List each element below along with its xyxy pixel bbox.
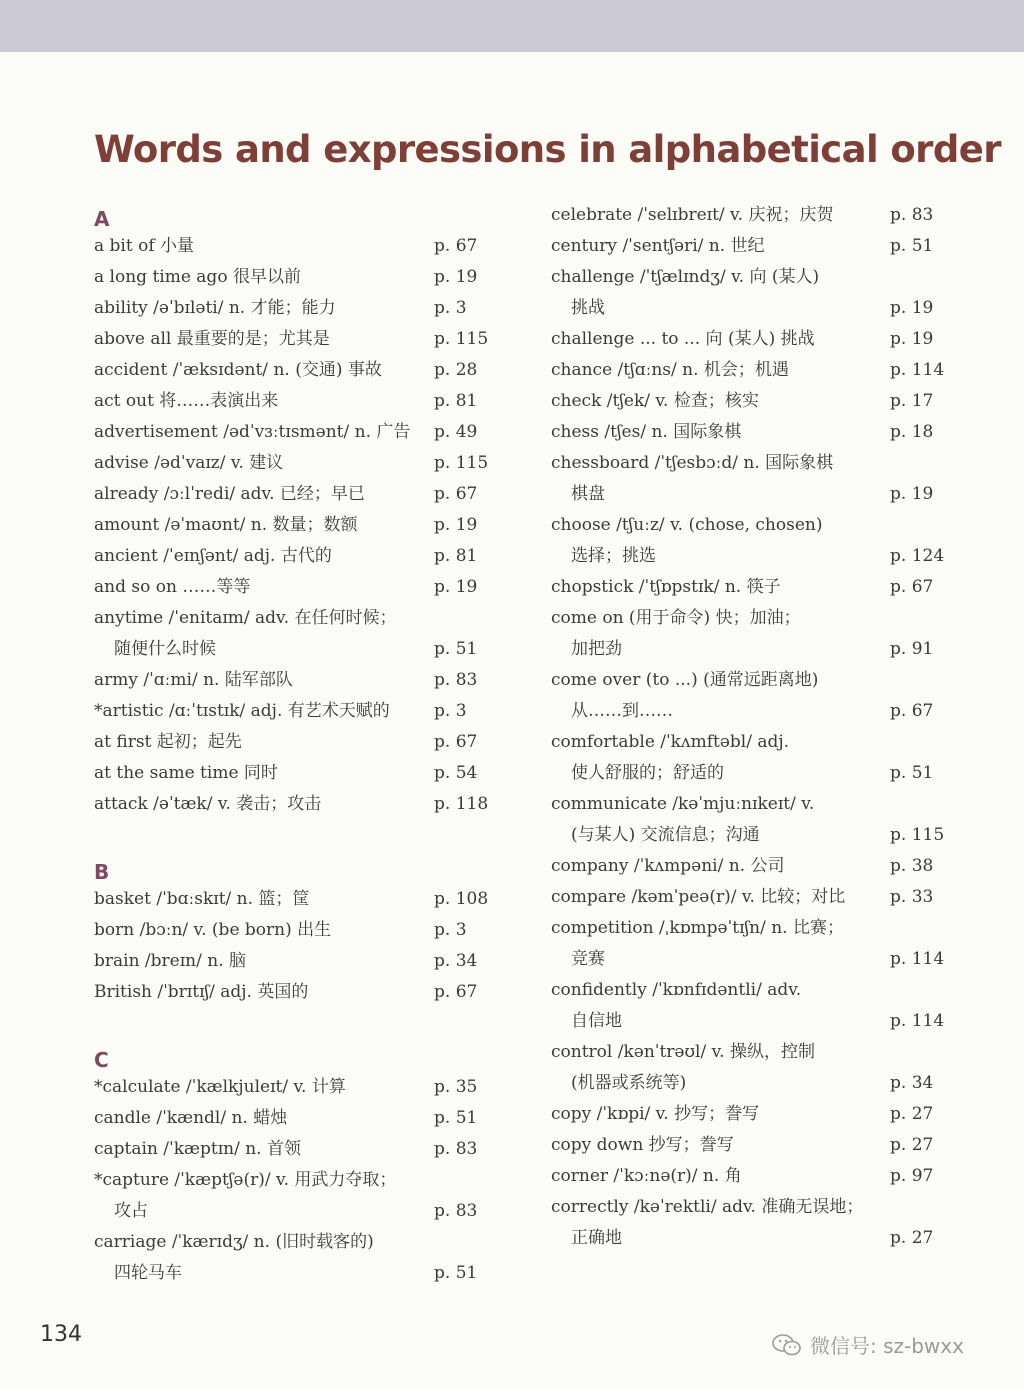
entry-text: basket /ˈbɑːskɪt/ n. 篮；筐 — [94, 889, 310, 909]
glossary-entry — [551, 603, 951, 665]
entry-text: carriage /ˈkærɪdʒ/ n. (旧时载客的) — [94, 1232, 374, 1252]
entry-page-ref: p. 19 — [434, 515, 478, 535]
entry-text: at the same time 同时 — [94, 763, 278, 783]
glossary-entry — [94, 479, 504, 510]
entry-text: act out 将……表演出来 — [94, 391, 279, 411]
entry-page-ref: p. 97 — [890, 1166, 934, 1186]
entry-page-ref: p. 19 — [890, 298, 934, 318]
entry-text: corner /ˈkɔːnə(r)/ n. 角 — [551, 1166, 742, 1186]
entry-page-ref: p. 28 — [434, 360, 478, 380]
entry-page-ref: p. 67 — [890, 701, 934, 721]
glossary-entry — [94, 1165, 504, 1227]
entry-text: communicate /kəˈmjuːnɪkeɪt/ v. — [551, 794, 815, 814]
entry-text: candle /ˈkændl/ n. 蜡烛 — [94, 1108, 288, 1128]
entry-text-continued: 加把劲 — [571, 639, 622, 659]
entry-text: correctly /kəˈrektli/ adv. 准确无误地； — [551, 1197, 864, 1217]
entry-text: compare /kəmˈpeə(r)/ v. 比较；对比 — [551, 887, 846, 907]
section-letter: A — [94, 207, 110, 231]
entry-text: comfortable /ˈkʌmftəbl/ adj. — [551, 732, 790, 752]
entry-text: brain /breɪn/ n. 脑 — [94, 951, 247, 971]
entry-text: at first 起初；起先 — [94, 732, 242, 752]
entry-text: born /bɔːn/ v. (be born) 出生 — [94, 920, 332, 940]
glossary-entry — [551, 913, 951, 975]
glossary-entry — [551, 200, 951, 231]
entry-text-continued: 从……到…… — [571, 701, 673, 721]
glossary-entry — [94, 665, 504, 696]
glossary-entry — [551, 851, 951, 882]
entry-text-continued: 使人舒服的；舒适的 — [571, 763, 724, 783]
glossary-entry — [551, 789, 951, 851]
glossary-entry — [551, 231, 951, 262]
entry-text: army /ˈɑːmi/ n. 陆军部队 — [94, 670, 293, 690]
entry-text-continued: 随便什么时候 — [114, 639, 216, 659]
entry-page-ref: p. 34 — [434, 951, 478, 971]
entry-page-ref: p. 67 — [434, 484, 478, 504]
glossary-entry — [94, 417, 504, 448]
watermark — [772, 1330, 964, 1359]
entry-text: century /ˈsentʃəri/ n. 世纪 — [551, 236, 765, 256]
glossary-entry — [551, 324, 951, 355]
glossary-entry — [94, 789, 504, 820]
entry-page-ref: p. 115 — [890, 825, 945, 845]
entry-page-ref: p. 81 — [434, 391, 478, 411]
page-number: 134 — [40, 1322, 82, 1347]
entry-page-ref: p. 54 — [434, 763, 478, 783]
entry-page-ref: p. 38 — [890, 856, 934, 876]
entry-text: *artistic /ɑːˈtɪstɪk/ adj. 有艺术天赋的 — [94, 701, 390, 721]
glossary-entry — [94, 696, 504, 727]
entry-text: challenge /ˈtʃælɪndʒ/ v. 向 (某人) — [551, 267, 820, 287]
entry-page-ref: p. 34 — [890, 1073, 934, 1093]
section-gap — [94, 820, 504, 853]
entry-text: ancient /ˈeɪnʃənt/ adj. 古代的 — [94, 546, 332, 566]
entry-text: attack /əˈtæk/ v. 袭击；攻击 — [94, 794, 322, 814]
entry-text-continued: (与某人) 交流信息；沟通 — [571, 825, 760, 845]
glossary-entry — [551, 1192, 951, 1254]
entry-text: advertisement /ədˈvɜːtɪsmənt/ n. 广告 — [94, 422, 411, 442]
glossary-entry — [94, 603, 504, 665]
entry-text-continued: 攻占 — [114, 1201, 148, 1221]
entry-page-ref: p. 114 — [890, 360, 945, 380]
section-letter: B — [94, 860, 110, 884]
glossary-entry — [551, 417, 951, 448]
entry-text-continued: 棋盘 — [571, 484, 605, 504]
entry-page-ref: p. 67 — [890, 577, 934, 597]
entry-text: accident /ˈæksɪdənt/ n. (交通) 事故 — [94, 360, 382, 380]
glossary-entry — [551, 975, 951, 1037]
entry-text: already /ɔːlˈredi/ adv. 已经；早已 — [94, 484, 365, 504]
entry-page-ref: p. 19 — [890, 329, 934, 349]
entry-text: come over (to ...) (通常远距离地) — [551, 670, 819, 690]
glossary-entry — [94, 386, 504, 417]
top-band — [0, 0, 1024, 52]
entry-page-ref: p. 19 — [434, 267, 478, 287]
entry-text-continued: 四轮马车 — [114, 1263, 182, 1283]
entry-text-continued: 挑战 — [571, 298, 605, 318]
glossary-entry — [94, 758, 504, 789]
section-letter: C — [94, 1048, 109, 1072]
glossary-entry — [551, 386, 951, 417]
glossary-entry — [94, 1103, 504, 1134]
page-title: Words and expressions in alphabetical order — [94, 128, 1001, 171]
entry-page-ref: p. 3 — [434, 920, 467, 940]
entry-page-ref: p. 51 — [434, 1263, 478, 1283]
glossary-entry — [94, 448, 504, 479]
entry-page-ref: p. 27 — [890, 1104, 934, 1124]
entry-page-ref: p. 114 — [890, 949, 945, 969]
entry-page-ref: p. 27 — [890, 1135, 934, 1155]
entry-text: British /ˈbrɪtɪʃ/ adj. 英国的 — [94, 982, 309, 1002]
entry-text: advise /ədˈvaɪz/ v. 建议 — [94, 453, 284, 473]
glossary-entry — [551, 262, 951, 324]
entry-page-ref: p. 108 — [434, 889, 489, 909]
glossary-entry — [551, 355, 951, 386]
entry-text: *calculate /ˈkælkjuleɪt/ v. 计算 — [94, 1077, 346, 1097]
section-gap — [94, 1008, 504, 1041]
entry-text: above all 最重要的是；尤其是 — [94, 329, 330, 349]
glossary-entry — [94, 572, 504, 603]
glossary-entry — [94, 541, 504, 572]
entry-page-ref: p. 91 — [890, 639, 934, 659]
entry-page-ref: p. 19 — [890, 484, 934, 504]
glossary-entry — [551, 665, 951, 727]
glossary-entry — [94, 884, 504, 915]
glossary-entry — [551, 882, 951, 913]
entry-page-ref: p. 33 — [890, 887, 934, 907]
entry-page-ref: p. 49 — [434, 422, 478, 442]
glossary-entry — [551, 1099, 951, 1130]
entry-page-ref: p. 51 — [890, 236, 934, 256]
glossary-entry — [94, 1072, 504, 1103]
entry-page-ref: p. 51 — [434, 1108, 478, 1128]
entry-page-ref: p. 17 — [890, 391, 934, 411]
entry-text: copy down 抄写；誊写 — [551, 1135, 734, 1155]
glossary-entry — [551, 448, 951, 510]
entry-page-ref: p. 83 — [890, 205, 934, 225]
entry-text: captain /ˈkæptɪn/ n. 首领 — [94, 1139, 301, 1159]
entry-text: check /tʃek/ v. 检查；核实 — [551, 391, 759, 411]
entry-page-ref: p. 67 — [434, 732, 478, 752]
entry-page-ref: p. 81 — [434, 546, 478, 566]
glossary-entry — [551, 1037, 951, 1099]
glossary-entry — [94, 231, 504, 262]
glossary-entry — [94, 510, 504, 541]
entry-text-continued: 自信地 — [571, 1011, 622, 1031]
glossary-entry — [94, 727, 504, 758]
entry-page-ref: p. 3 — [434, 298, 467, 318]
glossary-entry — [94, 355, 504, 386]
entry-text: a long time ago 很早以前 — [94, 267, 301, 287]
entry-text: *capture /ˈkæptʃə(r)/ v. 用武力夺取； — [94, 1170, 397, 1190]
entry-page-ref: p. 27 — [890, 1228, 934, 1248]
left-column — [94, 200, 504, 1289]
entry-page-ref: p. 124 — [890, 546, 945, 566]
entry-text: and so on ……等等 — [94, 577, 251, 597]
glossary-entry — [94, 1227, 504, 1289]
entry-page-ref: p. 3 — [434, 701, 467, 721]
glossary-entry — [94, 977, 504, 1008]
entry-text: choose /tʃuːz/ v. (chose, chosen) — [551, 515, 823, 535]
wechat-icon — [772, 1333, 802, 1357]
entry-page-ref: p. 51 — [434, 639, 478, 659]
entry-text: confidently /ˈkɒnfɪdəntli/ adv. — [551, 980, 802, 1000]
entry-page-ref: p. 35 — [434, 1077, 478, 1097]
entry-page-ref: p. 115 — [434, 453, 489, 473]
right-column — [551, 200, 951, 1254]
entry-text: anytime /ˈenitaɪm/ adv. 在任何时候； — [94, 608, 397, 628]
entry-text: chessboard /ˈtʃesbɔːd/ n. 国际象棋 — [551, 453, 834, 473]
watermark-text: 微信号: sz-bwxx — [810, 1334, 964, 1358]
entry-page-ref: p. 67 — [434, 982, 478, 1002]
entry-text: copy /ˈkɒpi/ v. 抄写；誊写 — [551, 1104, 760, 1124]
glossary-entry — [551, 1161, 951, 1192]
glossary-entry — [94, 262, 504, 293]
entry-page-ref: p. 83 — [434, 670, 478, 690]
glossary-entry — [94, 915, 504, 946]
glossary-entry — [94, 293, 504, 324]
glossary-entry — [94, 324, 504, 355]
entry-page-ref: p. 18 — [890, 422, 934, 442]
entry-text: control /kənˈtrəʊl/ v. 操纵，控制 — [551, 1042, 815, 1062]
entry-text-continued: 正确地 — [571, 1228, 622, 1248]
glossary-entry — [94, 946, 504, 977]
entry-text: competition /ˌkɒmpəˈtɪʃn/ n. 比赛； — [551, 918, 844, 938]
entry-page-ref: p. 115 — [434, 329, 489, 349]
entry-page-ref: p. 67 — [434, 236, 478, 256]
entry-page-ref: p. 83 — [434, 1139, 478, 1159]
glossary-entry — [551, 1130, 951, 1161]
entry-page-ref: p. 51 — [890, 763, 934, 783]
entry-text: chopstick /ˈtʃɒpstɪk/ n. 筷子 — [551, 577, 781, 597]
glossary-entry — [551, 727, 951, 789]
entry-text: challenge ... to ... 向 (某人) 挑战 — [551, 329, 815, 349]
entry-page-ref: p. 118 — [434, 794, 489, 814]
entry-text: a bit of 小量 — [94, 236, 195, 256]
entry-page-ref: p. 114 — [890, 1011, 945, 1031]
entry-text: amount /əˈmaʊnt/ n. 数量；数额 — [94, 515, 358, 535]
entry-page-ref: p. 19 — [434, 577, 478, 597]
glossary-entry — [551, 510, 951, 572]
glossary-entry — [94, 1134, 504, 1165]
entry-text: come on (用于命令) 快；加油； — [551, 608, 801, 628]
entry-text: ability /əˈbɪləti/ n. 才能；能力 — [94, 298, 336, 318]
entry-text-continued: 选择；挑选 — [571, 546, 656, 566]
entry-text-continued: 竞赛 — [571, 949, 605, 969]
entry-text: celebrate /ˈselɪbreɪt/ v. 庆祝；庆贺 — [551, 205, 834, 225]
entry-text: company /ˈkʌmpəni/ n. 公司 — [551, 856, 785, 876]
entry-text: chance /tʃɑːns/ n. 机会；机遇 — [551, 360, 789, 380]
entry-text: chess /tʃes/ n. 国际象棋 — [551, 422, 742, 442]
entry-page-ref: p. 83 — [434, 1201, 478, 1221]
glossary-entry — [551, 572, 951, 603]
entry-text-continued: (机器或系统等) — [571, 1073, 687, 1093]
